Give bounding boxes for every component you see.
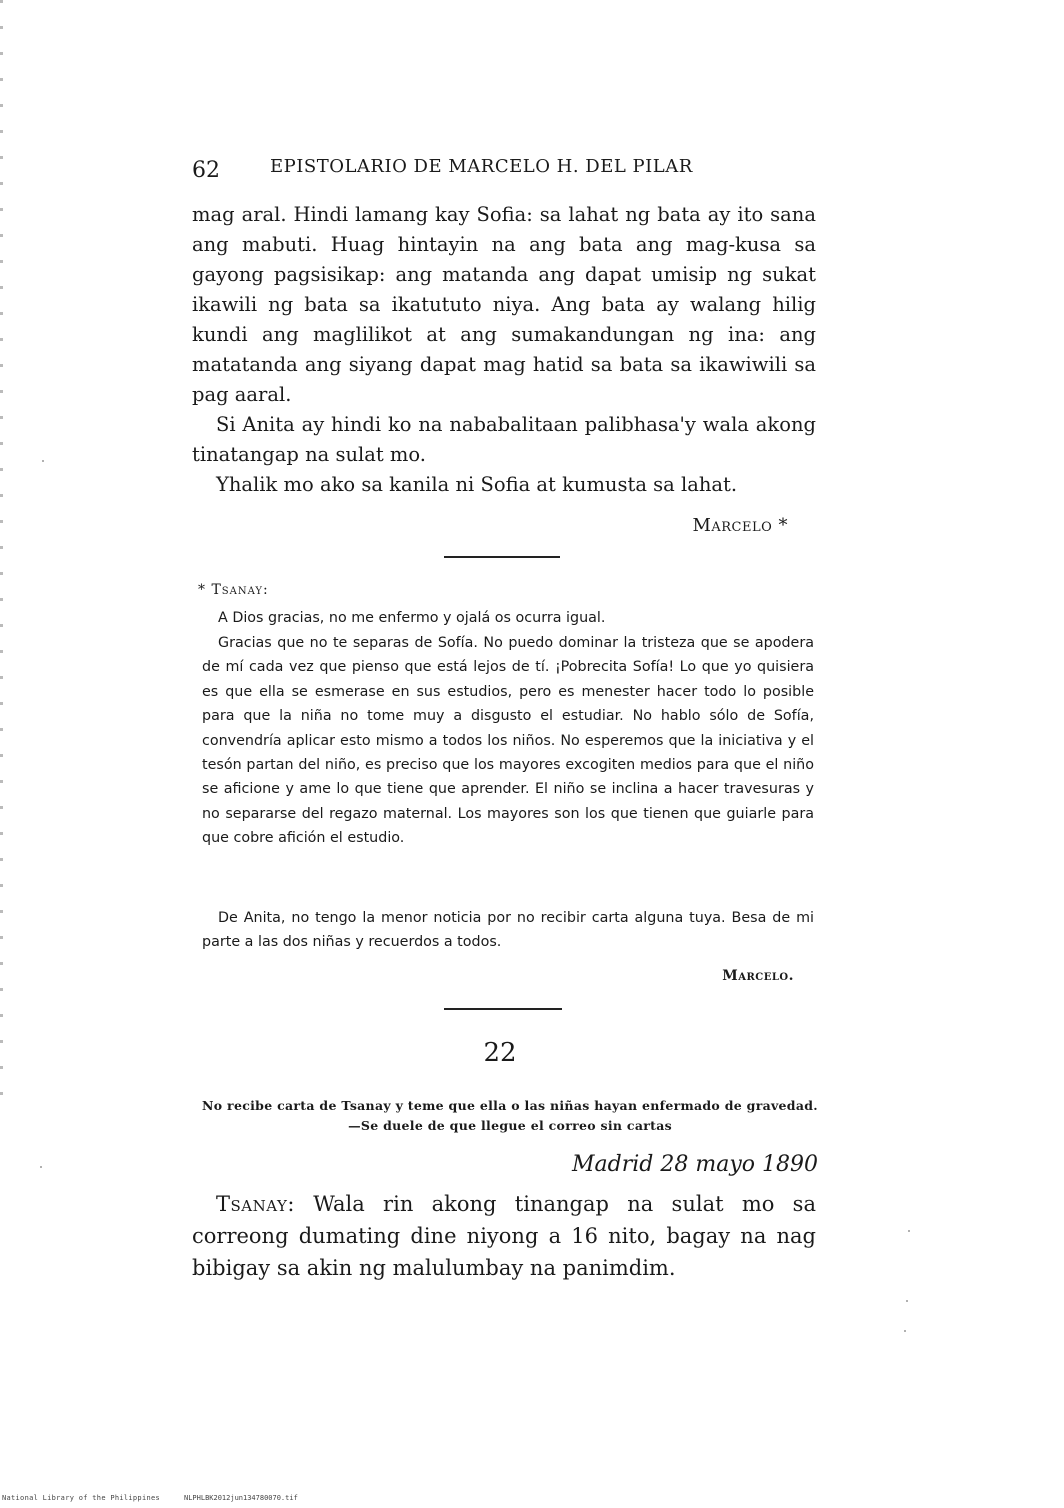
footnote-signature: Marcelo.	[722, 968, 794, 984]
letter-body-text: Wala rin akong tinangap na sulat mo sa correong dumating dine niyong a 16 nito, bagay na nag bibigay sa akin ng malulumbay na panimdim.	[192, 1192, 816, 1280]
letter-dateline: Madrid 28 mayo 1890	[572, 1152, 818, 1177]
letter-summary: No recibe carta de Tsanay y teme que ella o las niñas hayan enfermado de gravedad.—Se duele de que llegue el correo sin cartas	[202, 1098, 818, 1133]
body-paragraph: mag aral. Hindi lamang kay Sofia: sa lahat ng bata ay ito sana ang mabuti. Huag hintayin na ang bata ang mag-kusa sa gayong pagsisikap: ang matanda ang dapat umisip ng sukat ikawili ng bata sa ikatututo niya. Ang bata ay walang hilig kundi ang maglilikot at ang sumakandungan ng ina: ang matatanda ang siyang dapat mag hatid sa bata sa ikawiwili sa pag aaral.	[192, 203, 816, 406]
running-title: EPISTOLARIO DE MARCELO H. DEL PILAR	[270, 156, 693, 177]
body-paragraph: Si Anita ay hindi ko na nababalitaan palibhasa'y wala akong tinatangap na sulat mo.	[192, 413, 816, 466]
footer-credit: National Library of the Philippines	[2, 1494, 161, 1502]
scan-speck	[42, 460, 44, 462]
footnote-paragraph: Gracias que no te separas de Sofía. No puedo dominar la tristeza que se apodera de mí cada vez que pienso que está lejos de tí. ¡Pobrecita Sofía! Lo que yo quisiera es que ella se esmerase en sus estudios, pero es menester hacer todo lo posible para que la niña no tome muy a disgusto el estudiar. No hablo sólo de Sofía, convendría aplicar esto mismo a todos los niños. No esperemos que la iniciativa y el tesón partan del niño, es preciso que los mayores excogiten medios para que el niño se aficione y ame lo que tiene que aprender. El niño se inclina a hacer travesuras y no separarse del regazo maternal. Los mayores son los que tienen que guiarle para que cobre afición el estudio.	[202, 635, 814, 847]
scan-speck	[908, 1230, 910, 1232]
scan-speck	[906, 1300, 908, 1302]
page-number: 62	[192, 158, 220, 183]
section-divider	[444, 556, 560, 558]
footnote-label: * Tsanay:	[198, 582, 269, 598]
letter-signature: Marcelo *	[692, 515, 788, 536]
footnote-paragraph: A Dios gracias, no me enfermo y ojalá os ocurra igual.	[218, 610, 606, 626]
footnote-paragraph: De Anita, no tengo la menor noticia por no recibir carta alguna tuya. Besa de mi parte a las dos niñas y recuerdos a todos.	[202, 910, 814, 951]
scan-edge-artifact	[0, 0, 3, 1110]
scan-speck	[904, 1330, 906, 1332]
letter-number: 22	[483, 1038, 517, 1068]
letter-salutation: Tsanay:	[216, 1192, 295, 1216]
letter-body	[192, 1188, 816, 1284]
body-paragraph: Yhalik mo ako sa kanila ni Sofia at kumusta sa lahat.	[216, 473, 738, 496]
footer-file-reference: NLPHLBK2012jun134780070.tif	[184, 1494, 298, 1502]
scan-speck	[40, 1166, 42, 1168]
section-divider	[444, 1008, 562, 1010]
